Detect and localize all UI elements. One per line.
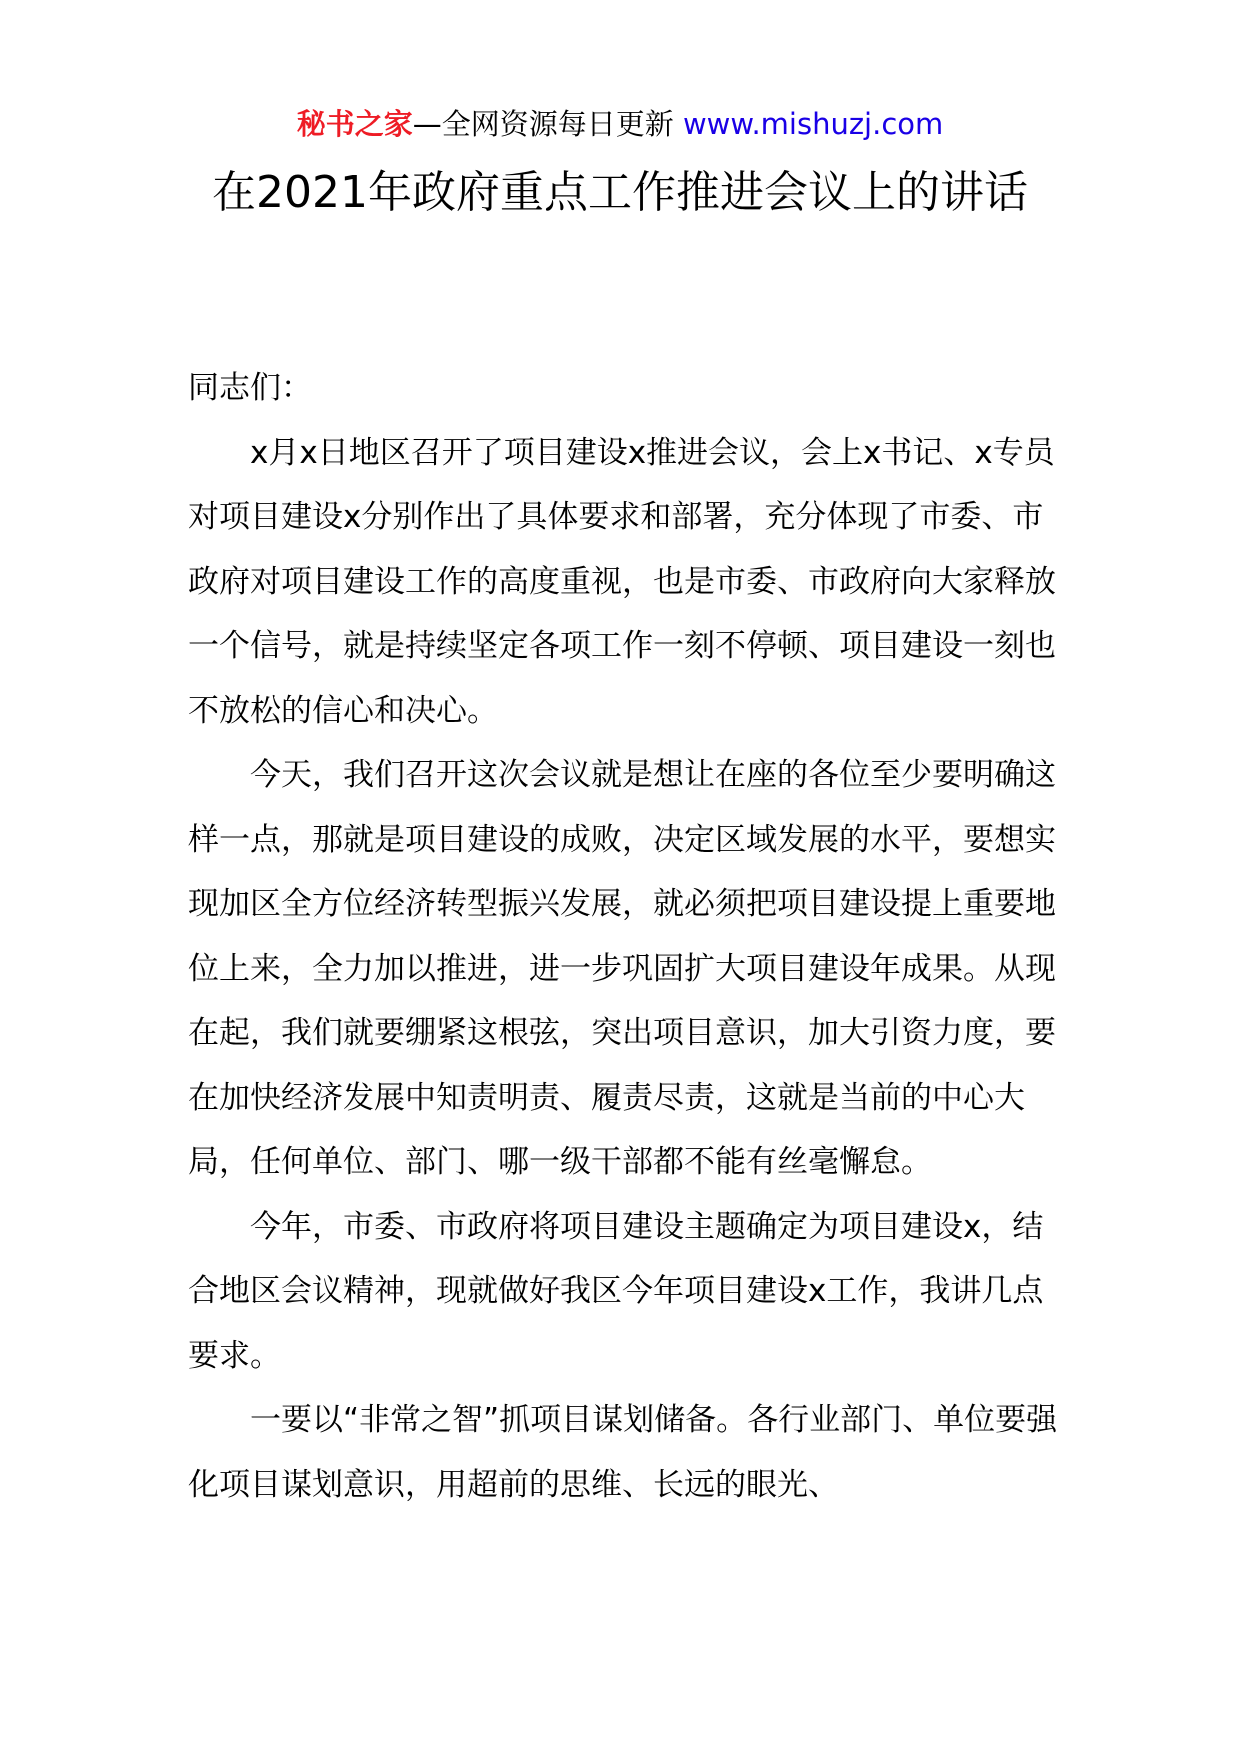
brand-url-link[interactable]: www.mishuzj.com: [682, 107, 944, 141]
paragraph: 今年，市委、市政府将项目建设主题确定为项目建设x，结合地区会议精神，现就做好我区今年项目建设x工作，我讲几点要求。: [188, 1208, 1044, 1374]
paragraph: 一要以“非常之智”抓项目谋划储备。各行业部门、单位要强化项目谋划意识，用超前的思维、长远的眼光、: [188, 1402, 1058, 1503]
salutation: 同志们：: [188, 370, 312, 406]
paragraph: x月x日地区召开了项目建设x推进会议，会上x书记、x专员对项目建设x分别作出了具体要求和部署，充分体现了市委、市政府对项目建设工作的高度重视，也是市委、市政府向大家释放一个信号，就是持续坚定各项工作一刻不停顿、项目建设一刻也不放松的信心和决心。: [188, 434, 1056, 729]
document-body: [188, 356, 1068, 1517]
brand-slogan: —全网资源每日更新: [412, 107, 674, 141]
brand-name: 秘书之家: [296, 107, 413, 141]
paragraph: 今天，我们召开这次会议就是想让在座的各位至少要明确这样一点，那就是项目建设的成败，决定区域发展的水平，要想实现加区全方位经济转型振兴发展，就必须把项目建设提上重要地位上来，全力加以推进，进一步巩固扩大项目建设年成果。从现在起，我们就要绷紧这根弦，突出项目意识，加大引资力度，要在加快经济发展中知责明责、履责尽责，这就是当前的中心大局，任何单位、部门、哪一级干部都不能有丝毫懈怠。: [188, 757, 1056, 1180]
watermark-header: [0, 104, 1240, 144]
document-title: 在2021年政府重点工作推进会议上的讲话: [212, 167, 1028, 218]
